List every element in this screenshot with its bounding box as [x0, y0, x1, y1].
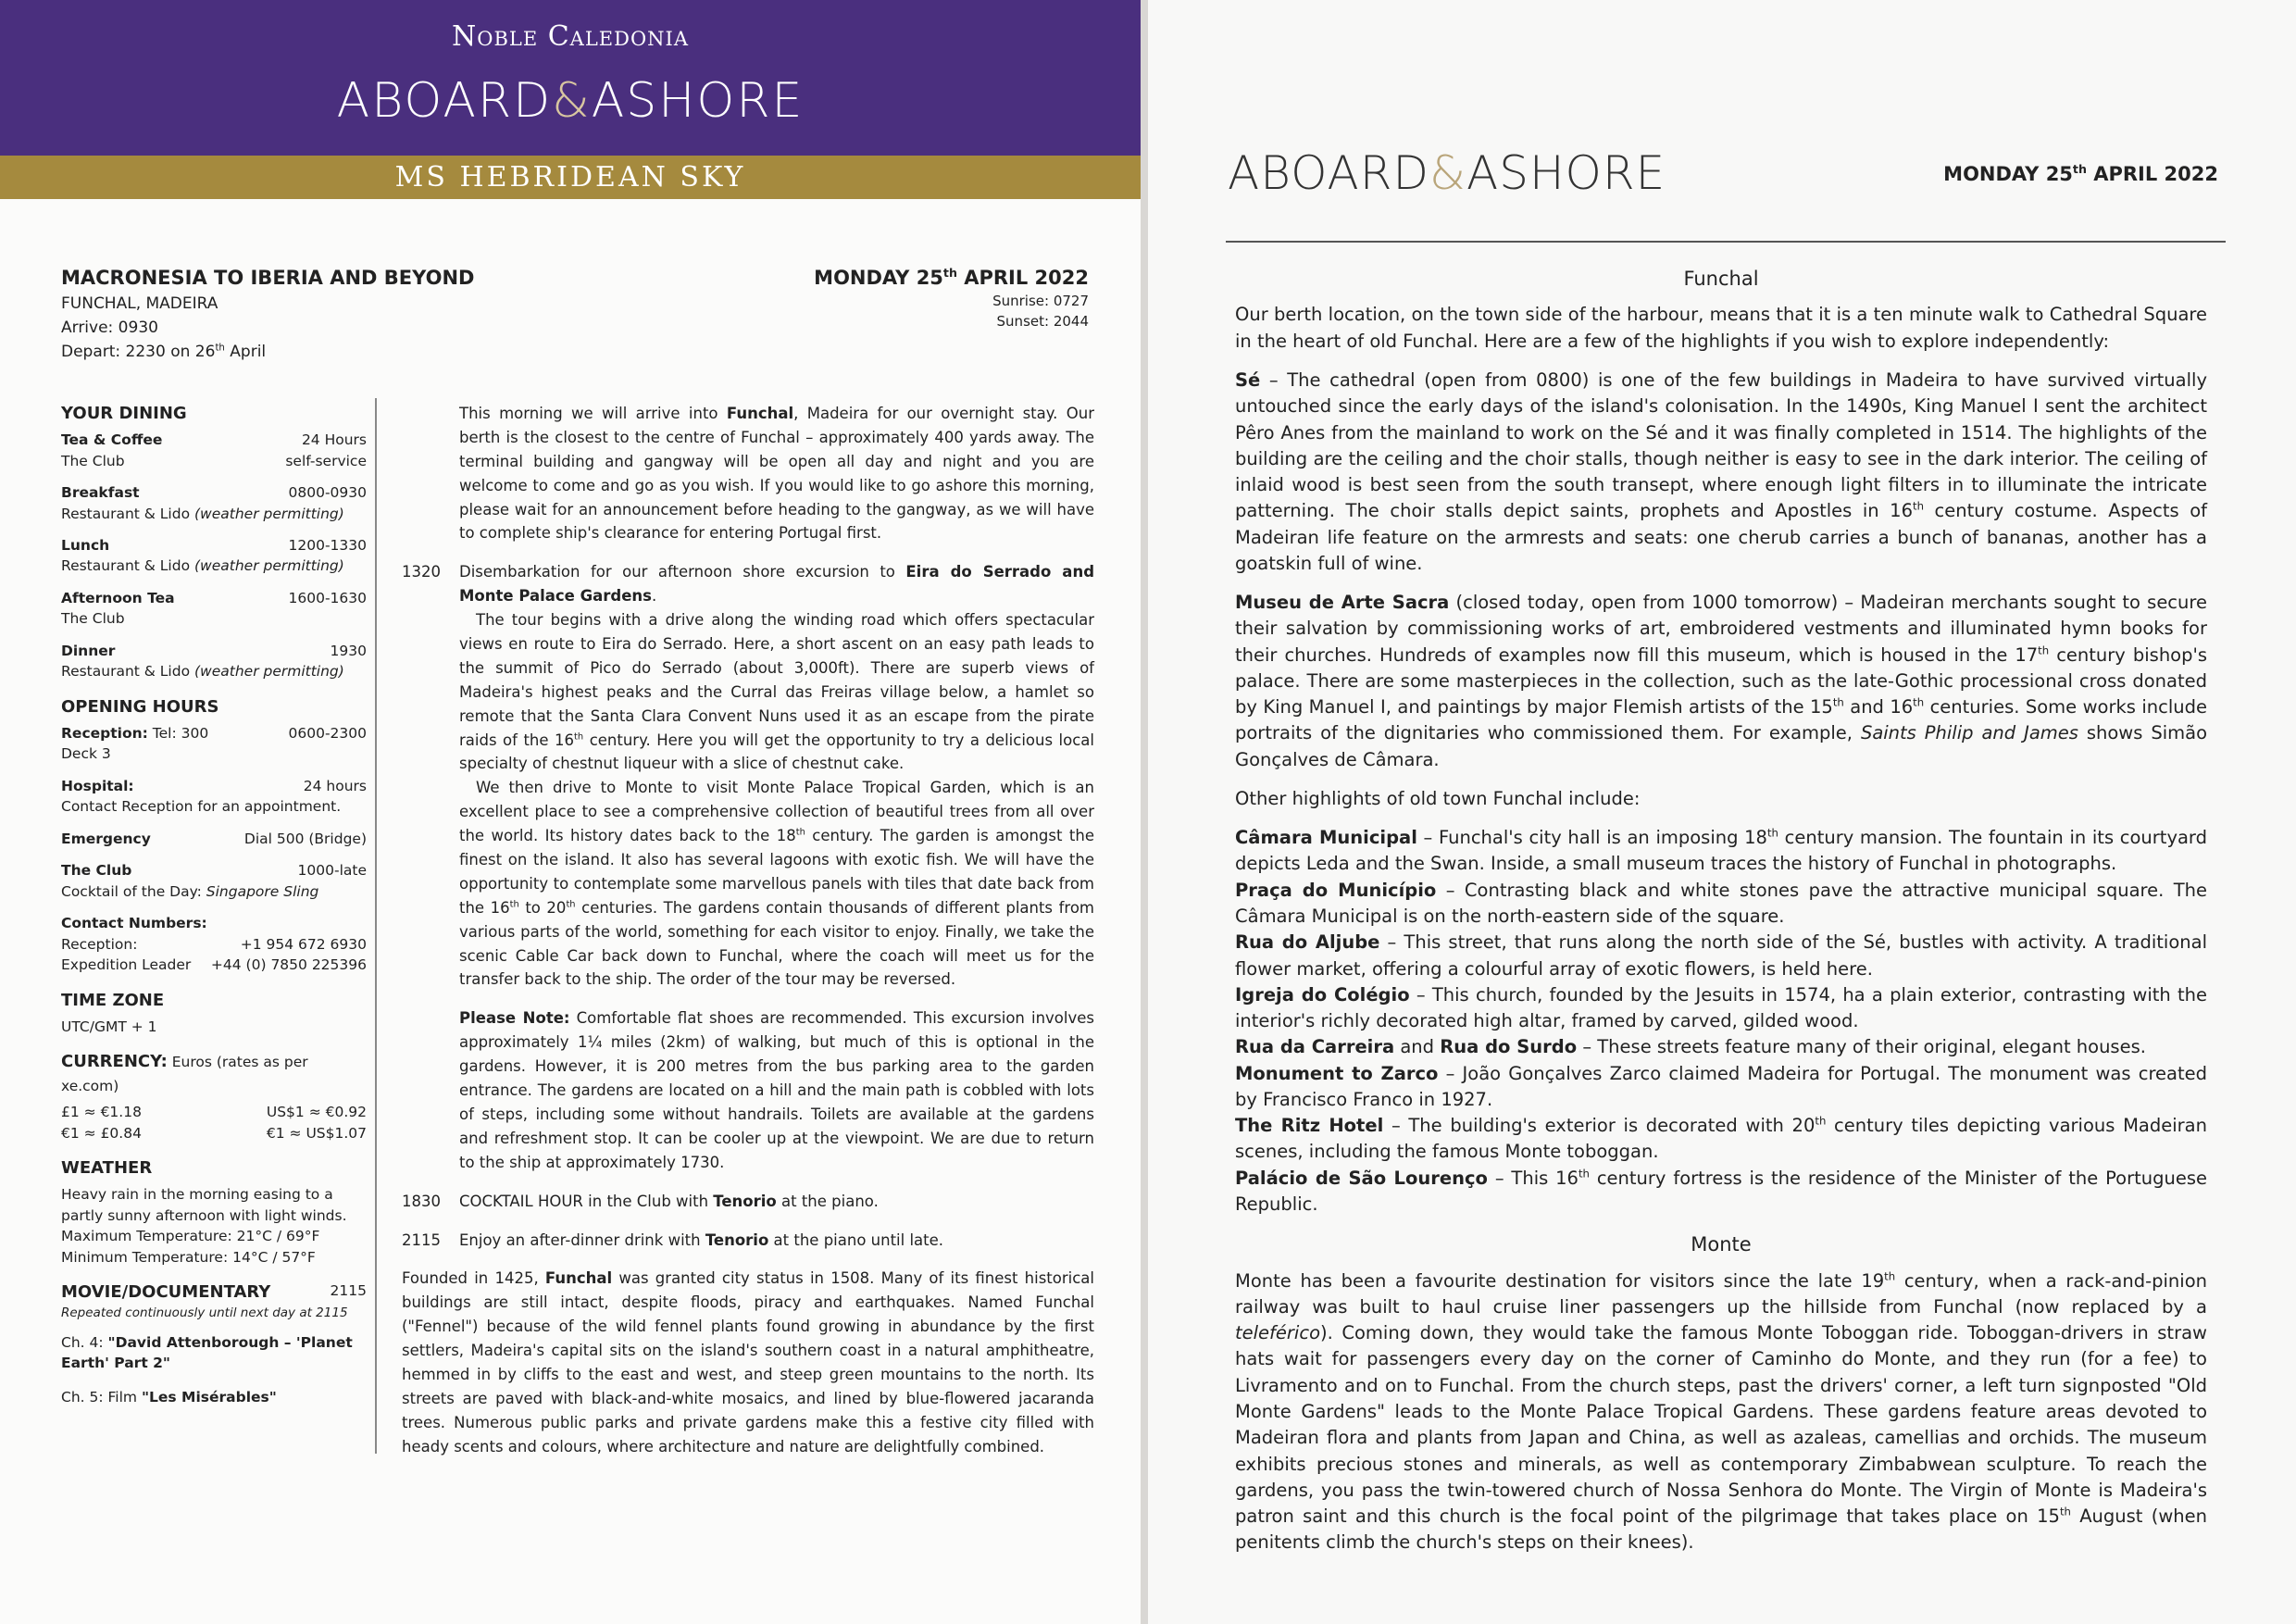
rua-aljube: Rua do Aljube – This street, that runs along the north side of the Sé, bustles with activity. A traditional flower market, offering a colourful array of exotic flowers, is held here.: [1235, 931, 2208, 980]
ship-name-banner: MS HEBRIDEAN SKY: [0, 156, 1141, 199]
monte-heading: Monte: [1691, 1233, 1752, 1256]
right-newsletter-title: ABOARD&ASHORE: [1228, 146, 1666, 200]
monte-paragraph: Monte has been a favourite destination for visitors since the late 19th century, when a rack-and-pinion railway was built to haul cruise liner passengers up the hillside from Funchal (now replaced by a teleférico). Coming down, they would take the famous Monte Toboggan ride. Toboggan-drivers in straw hats wait for passengers every day on the corner of Caminho do Monte, and they run (for a fee) to Livramento and on to Funchal. From the church steps, past the drivers' corner, a left turn signposted "Old Monte Gardens" leads to the Monte Palace Tropical Gardens. These gardens feature areas devoted to Madeiran flora and plants from Japan and China, as well as azaleas, camellias and orchids. The museum exhibits precious stones and minerals, as well as contemporary Zimbabwean sculpture. To reach the gardens, you pass the twin-towered church of Nossa Senhora do Monte. The Virgin of Monte is Madeira's patron saint and this church is the focal point of the pilgrimage that takes place on 15th August (when penitents climb the church's steps on their knees).: [1235, 1269, 2207, 1554]
museu-arte-sacra: Museu de Arte Sacra (closed today, open from 1000 tomorrow) – Madeiran merchants sought to secure their salvation by commissioning works of art, embroidered vestments and illuminated hymn books for their churches. Hundreds of examples now fill this museum, which is housed in the 17th century bishop's palace. There are some masterpieces in the collection, such as the late-Gothic processional cross donated by King Manuel I, and paintings by major Flemish artists of the 15th and 16th centuries. Some works include portraits of the dignitaries who commissioned them. For example, Saints Philip and James shows Simão Gonçalves de Câmara.: [1235, 592, 2208, 770]
club-hours: The Club 1000-late Cocktail of the Day: Singapore Sling: [61, 862, 367, 900]
funchal-history: Founded in 1425, Funchal was granted city status in 1508. Many of its finest historical buildings are still intact, despite floods, piracy and earthquakes. Named Funchal ("Fennel") because of the wild fennel plants found growing in abundance by the first settlers, Madeira's capital sits on the island's southern coast in a natural amphitheatre, hemmed in by cliffs to the east and west, and steep green mountains to the north. Its streets are paved with black-and-white mosaics, and lined by blue-flowered jacaranda trees. Numerous public parks and private gardens make this a festive city filled with heady scents and colours, where architecture and nature are delightfully combined.: [402, 1269, 1094, 1455]
igreja-colegio: Igreja do Colégio – This church, founded by the Jesuits in 1574, ha a plain exterior, contrasting with the interior's richly decorated high altar, framed by carved, gilded wood.: [1235, 983, 2207, 1032]
timezone-value: UTC/GMT + 1: [61, 1018, 157, 1035]
right-page: [1148, 0, 2296, 1624]
page-date: MONDAY 25th APRIL 2022: [814, 266, 1089, 289]
dining-item: Dinner 1930 Restaurant & Lido (weather permitting): [61, 642, 367, 681]
excursion-1320: 1320 Disembarkation for our afternoon shore excursion to Eira do Serrado and Monte Palace Gardens. The tour begins with a drive along the winding road which offers spectacular views en route to Eira do Serrado. Here, a short ascent on an easy path leads to the summit of Pico do Serrado (about 3,000ft). There are superb views of Madeira's highest peaks and the Curral das Freiras village below, a hamlet so remote that the Santa Clara Convent Nuns used it as an escape from the pirate raids of the 16th century. Here you will get the opportunity to try a delicious local specialty of chestnut liqueur with a slice of chestnut cake. We then drive to Monte to visit Monte Palace Tropical Garden, which is an excellent place to see a comprehensive collection of beautiful trees from all over the world. Its history dates back to the 18th century. The garden is amongst the finest on the island. It also has several lagoons with exotic fish. We will have the opportunity to contemplate some marvellous panels with tiles that date back from the 16th to 20th centuries. The gardens contain thousands of different plants from various parts of the world, something for each visitor to enjoy. Finally, we take the scenic Cable Car back down to Funchal, where the coach will meet us for the transfer back to the ship. The order of the tour may be reversed. Please Note: Comfortable flat shoes are recommended. This excursion involves approximately 1¼ miles (2km) of walking, but much of this is optional in the gardens. However, it is 200 metres from the bus parking area to the garden entrance. The gardens are located on a hill and the main path is cobbled with lots of steps, including some without handrails. Toilets are available at the gardens and refreshment stop. It can be cooler up at the viewpoint. We are due to return to the ship at approximately 1730.: [402, 560, 1094, 1174]
other-highlights-intro: Other highlights of old town Funchal include:: [1235, 787, 1641, 809]
header-banner: [0, 0, 1141, 156]
currency-rates: £1 ≈ €1.18 US$1 ≈ €0.92 €1 ≈ £0.84 €1 ≈ US$1.07: [61, 1104, 367, 1142]
palacio-sao-lourenco: Palácio de São Lourenço – This 16th century fortress is the residence of the Minister of the Portuguese Republic.: [1235, 1167, 2208, 1215]
arrive-time: Arrive: 0930: [61, 319, 158, 337]
sidebar: [61, 402, 367, 1407]
timezone-title: TIME ZONE: [61, 990, 165, 1010]
intro-paragraph: This morning we will arrive into Funchal, Madeira for our overnight stay. Our berth is the closest to the centre of Funchal – approximately 400 yards away. The terminal building and gangway will be open all day and night and you are welcome to come and go as you wish. If you would like to go ashore this morning, please wait for an announcement before heading to the gangway, as we will have to complete ship's clearance for entering Portugal first.: [459, 405, 1094, 543]
brand-name: Noble Caledonia: [452, 20, 689, 53]
opening-hours-title: OPENING HOURS: [61, 696, 219, 717]
weather-info: Heavy rain in the morning easing to a partly sunny afternoon with light winds. Maximum Temperature: 21°C / 69°F Minimum Temperature: 14°C / 57°F: [61, 1186, 347, 1266]
weather-title: WEATHER: [61, 1158, 153, 1179]
rua-carreira-surdo: Rua da Carreira and Rua do Surdo – These streets feature many of their original, elegant houses.: [1235, 1036, 2146, 1058]
cocktail-1830: 1830 COCKTAIL HOUR in the Club with Tenorio at the piano.: [402, 1192, 879, 1210]
funchal-intro: Our berth location, on the town side of the harbour, means that it is a ten minute walk to Cathedral Square in the heart of old Funchal. Here are a few of the highlights if you wish to explore independently:: [1235, 304, 2207, 352]
dining-title: YOUR DINING: [61, 404, 187, 423]
please-note: Please Note: Comfortable flat shoes are recommended. This excursion involves approximately 1¼ miles (2km) of walking, but much of this is optional in the gardens. However, it is 200 metres from the bus parking area to the garden entrance. The gardens are located on a hill and the main path is cobbled with lots of steps, including some without handrails. Toilets are available at the gardens and refreshment stop. It can be cooler up at the viewpoint. We are due to return to the ship at approximately 1730.: [459, 1009, 1094, 1171]
right-page-date: MONDAY 25th APRIL 2022: [1943, 162, 2218, 185]
right-body: [1235, 265, 2207, 1569]
monument-zarco: Monument to Zarco – João Gonçalves Zarco claimed Madeira for Portugal. The monument was created by Francisco Franco in 1927.: [1235, 1062, 2207, 1110]
hospital-hours: Hospital: 24 hours Contact Reception for an appointment.: [61, 777, 367, 816]
dining-item: Breakfast 0800-0930 Restaurant & Lido (weather permitting): [61, 484, 367, 522]
funchal-heading: Funchal: [1683, 268, 1759, 290]
contact-numbers: Contact Numbers: Reception: +1 954 672 6930 Expedition Leader +44 (0) 7850 225396: [61, 915, 367, 974]
voyage-location: FUNCHAL, MADEIRA: [61, 294, 218, 313]
header-rule: [1226, 241, 2226, 243]
sunrise-time: Sunrise: 0727: [992, 293, 1089, 309]
dining-item: Lunch 1200-1330 Restaurant & Lido (weather permitting): [61, 536, 367, 575]
dining-item: Afternoon Tea 1600-1630 The Club: [61, 589, 367, 628]
channel-4: Ch. 4: "David Attenborough – 'Planet Earth' Part 2": [61, 1333, 353, 1372]
movie-note: Repeated continuously until next day at 2115: [61, 1305, 348, 1321]
praca-municipio: Praça do Município – Contrasting black and white stones pave the attractive municipal square. The Câmara Municipal is on the north-eastern side of the square.: [1235, 879, 2207, 928]
dining-item: Tea & Coffee 24 Hours The Club self-service: [61, 431, 367, 469]
channel-5: Ch. 5: Film "Les Misérables": [61, 1388, 277, 1405]
movie-header: MOVIE/DOCUMENTARY 2115: [61, 1282, 367, 1303]
ritz-hotel: The Ritz Hotel – The building's exterior is decorated with 20th century tiles depicting various Madeiran scenes, including the famous Monte toboggan.: [1235, 1114, 2207, 1163]
reception-hours: Reception: Tel: 300 0600-2300 Deck 3: [61, 724, 367, 763]
currency-title: CURRENCY: Euros (rates as per xe.com): [61, 1052, 308, 1095]
highlights-list: [1235, 825, 2207, 1218]
emergency-info: Emergency Dial 500 (Bridge): [61, 830, 367, 847]
drink-2115: 2115 Enjoy an after-dinner drink with Tenorio at the piano until late.: [402, 1230, 944, 1249]
newsletter-title: ABOARD&ASHORE: [336, 73, 805, 129]
se-cathedral: Sé – The cathedral (open from 0800) is one of the few buildings in Madeira to have survived virtually untouched since the early days of the island's colonisation. In the 1490s, King Manuel I sent the architect Pêro Anes from the mainland to work on the Sé and it was finally completed in 1514. The highlights of the building are the ceiling and the choir stalls, though neither is easy to see in the dark interior. The ceiling of inlaid wood is best seen from the south transept, where enough light filters in to illuminate the intricate patterning. The choir stalls depict saints, prophets and Apostles in 16th century costume. Aspects of Madeiran life feature on the armrests and seats: one cherub carries a bunch of bananas, another has a goatskin full of wine.: [1235, 369, 2207, 574]
column-divider: [375, 398, 377, 1454]
voyage-title: MACRONESIA TO IBERIA AND BEYOND: [61, 267, 475, 289]
depart-time: Depart: 2230 on 26th April: [61, 343, 267, 361]
main-column: [402, 402, 1094, 1474]
sunset-time: Sunset: 2044: [996, 313, 1089, 330]
date-block: [814, 267, 1089, 330]
dining-list: [61, 430, 367, 682]
voyage-info: [61, 267, 1089, 361]
left-page: [0, 0, 1141, 1624]
camara-municipal: Câmara Municipal – Funchal's city hall is an imposing 18th century mansion. The fountain in its courtyard depicts Leda and the Swan. Inside, a small museum traces the history of Funchal in photographs.: [1235, 826, 2207, 875]
